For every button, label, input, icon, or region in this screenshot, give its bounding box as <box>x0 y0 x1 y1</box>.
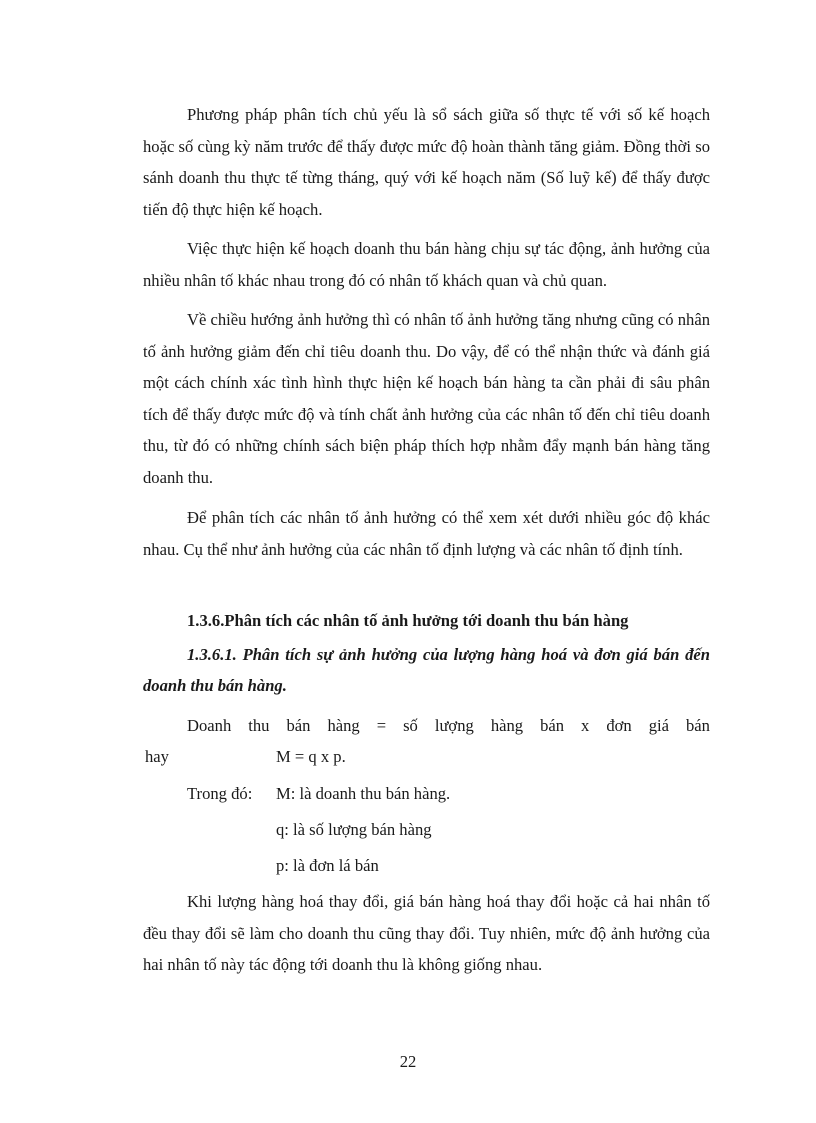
page-number: 22 <box>399 1052 417 1071</box>
formula-word: lượng <box>434 716 474 735</box>
definition-q: q: là số lượng bán hàng <box>276 820 432 839</box>
formula-word: = <box>376 716 387 735</box>
paragraph-factor-change: Khi lượng hàng hoá thay đổi, giá bán hàng hoá thay đổi hoặc cả hai nhân tố đều thay đổi sẽ làm cho doanh thu cũng thay đổi. Tuy nhiên, mức độ ảnh hưởng của hai nhân tố này tác động tới doanh thu là không giống nhau. <box>143 892 710 974</box>
paragraph-influence-direction: Về chiều hướng ảnh hưởng thì có nhân tố ảnh hưởng tăng nhưng cũng có nhân tố ảnh hưởng giảm đến chỉ tiêu doanh thu. Do vậy, để có thể nhận thức và đánh giá một cách chính xác tình hình thực hiện kế hoạch bán hàng ta cần phải đi sâu phân tích để thấy được mức độ và tính chất ảnh hưởng của các nhân tố đến chỉ tiêu doanh thu, từ đó có những chính sách biện pháp thích hợp nhằm đẩy mạnh bán hàng tăng doanh thu. <box>143 310 710 487</box>
formula-short-form: M = q x p. <box>276 747 346 766</box>
formula-hay-label: hay <box>145 747 169 766</box>
formula-word: x <box>581 716 590 735</box>
revenue-formula <box>187 711 710 741</box>
formula-word: thu <box>248 716 270 735</box>
formula-word: số <box>403 716 418 735</box>
formula-word: Doanh <box>187 716 232 735</box>
paragraph-analysis-angles: Để phân tích các nhân tố ảnh hưởng có thể xem xét dưới nhiều góc độ khác nhau. Cụ thể như ảnh hưởng của các nhân tố định lượng và các nhân tố định tính. <box>143 508 710 559</box>
subsection-heading: 1.3.6.1. Phân tích sự ảnh hưởng của lượng hàng hoá và đơn giá bán đến doanh thu bán hàng. <box>143 645 710 695</box>
formula-word: đơn <box>606 716 632 735</box>
paragraph-analysis-method: Phương pháp phân tích chủ yếu là sổ sách giữa số thực tế với số kế hoạch hoặc số cùng kỳ năm trước để thấy được mức độ hoàn thành tăng giảm. Đồng thời so sánh doanh thu thực tế từng tháng, quý với kế hoạch năm (Số luỹ kế) để thấy được tiến độ thực hiện kế hoạch. <box>143 105 710 219</box>
formula-word: bán <box>686 716 710 735</box>
formula-word: bán <box>286 716 311 735</box>
formula-word: hàng <box>327 716 360 735</box>
section-heading: 1.3.6.Phân tích các nhân tố ảnh hưởng tới doanh thu bán hàng <box>187 611 629 630</box>
formula-word: hàng <box>490 716 524 735</box>
paragraph-influencing-factors: Việc thực hiện kế hoạch doanh thu bán hàng chịu sự tác động, ảnh hưởng của nhiều nhân tố khác nhau trong đó có nhân tố khách quan và chủ quan. <box>143 239 710 290</box>
formula-word: giá <box>648 716 669 735</box>
formula-word: bán <box>540 716 565 735</box>
definition-m: M: là doanh thu bán hàng. <box>276 784 451 803</box>
definition-p: p: là đơn lá bán <box>276 856 379 875</box>
where-label: Trong đó: <box>187 784 253 803</box>
